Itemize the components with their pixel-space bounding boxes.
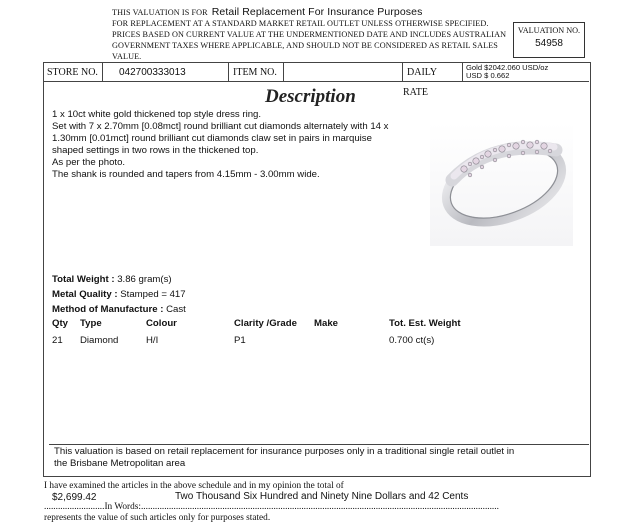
col-header-qty: Qty [52, 318, 68, 329]
amount-in-words: Two Thousand Six Hundred and Ninety Nine Dollars and 42 Cents [175, 491, 469, 502]
footer-purpose: represents the value of such articles only for purposes stated. [44, 513, 271, 523]
item-specs [52, 272, 186, 318]
description-text [52, 109, 422, 182]
store-value-cell [103, 62, 229, 81]
item-label: ITEM NO. [233, 67, 277, 78]
description-line: 1.30mm [0.01mct] round brilliant cut diamonds claw set in pairs in marquise [52, 133, 372, 145]
method-value: Cast [166, 304, 186, 316]
metal-quality-label: Metal Quality : [52, 289, 118, 301]
in-words-text: In Words: [104, 502, 141, 512]
description-title: Description [265, 86, 356, 107]
stone-colour: H/I [146, 335, 159, 346]
col-header-colour: Colour [146, 318, 177, 329]
header-line-2: FOR REPLACEMENT AT A STANDARD MARKET RETAIL OUTLET UNLESS OTHERWISE SPECIFIED. [112, 19, 489, 28]
stone-type: Diamond [80, 335, 119, 346]
valuation-number-label: VALUATION NO. [517, 26, 581, 35]
method-row [52, 302, 186, 317]
header-line-3: PRICES BASED ON CURRENT VALUE AT THE UNDERMENTIONED DATE AND INCLUDES AUSTRALIAN [112, 30, 507, 39]
note-line-2: the Brisbane Metropolitan area [54, 457, 186, 469]
item-number [284, 67, 290, 78]
daily-rate-label: DAILY RATE [403, 67, 437, 98]
col-header-weight: Tot. Est. Weight [389, 318, 461, 329]
usd-rate: USD $ 0.662 [466, 71, 510, 80]
valuation-header [112, 7, 512, 62]
note-line-1: This valuation is based on retail replacement for insurance purposes only in a traditional single retail outlet in [54, 446, 515, 457]
ring-photo [430, 122, 573, 246]
description-line: As per the photo. [52, 157, 126, 169]
store-number: 042700333013 [119, 67, 186, 78]
metal-quality-row [52, 287, 186, 302]
daily-rate-values [466, 64, 548, 80]
col-header-type: Type [80, 318, 102, 329]
stone-weight: 0.700 ct(s) [389, 335, 435, 346]
valuation-number-box [513, 22, 585, 58]
store-label-cell [43, 62, 103, 81]
description-line: shaped settings in two rows in the thickened top. [52, 145, 259, 157]
stone-clarity: P1 [234, 335, 246, 346]
total-weight-row [52, 272, 186, 287]
valuation-number: 54958 [535, 38, 563, 49]
total-weight-value: 3.86 gram(s) [117, 274, 172, 285]
method-label: Method of Manufacture : [52, 304, 164, 316]
description-line: Set with 7 x 2.70mm [0.08mct] round brilliant cut diamonds alternately with 14 x [52, 121, 389, 133]
description-line: The shank is rounded and tapers from 4.15mm - 3.00mm wide. [52, 169, 320, 181]
stone-qty: 21 [52, 335, 63, 346]
header-line-4: GOVERNMENT TAXES WHERE APPLICABLE, AND SHOULD NOT BE CONSIDERED AS RETAIL SALES VALUE. [112, 41, 498, 61]
description-line: 1 x 10ct white gold thickened top style dress ring. [52, 109, 262, 120]
item-value-cell [284, 62, 403, 81]
in-words-label: ..........................In Words:.......................................................................................................................................................... [44, 502, 499, 512]
total-weight-label: Total Weight : [52, 274, 115, 285]
col-header-clarity: Clarity /Grade [234, 318, 297, 329]
footer-statement: I have examined the articles in the above schedule and in my opinion the total of [44, 481, 344, 491]
col-header-make: Make [314, 318, 338, 329]
item-label-cell [229, 62, 284, 81]
valuation-note [54, 446, 574, 470]
rate-label-cell [403, 62, 463, 98]
header-title: Retail Replacement For Insurance Purposes [211, 6, 423, 18]
total-amount: $2,699.42 [52, 492, 97, 503]
metal-quality-value: Stamped = 417 [120, 289, 186, 301]
header-prefix: THIS VALUATION IS FOR [112, 8, 208, 17]
gold-rate: Gold $2042.060 USD/oz [466, 63, 549, 72]
store-label: STORE NO. [47, 67, 98, 78]
